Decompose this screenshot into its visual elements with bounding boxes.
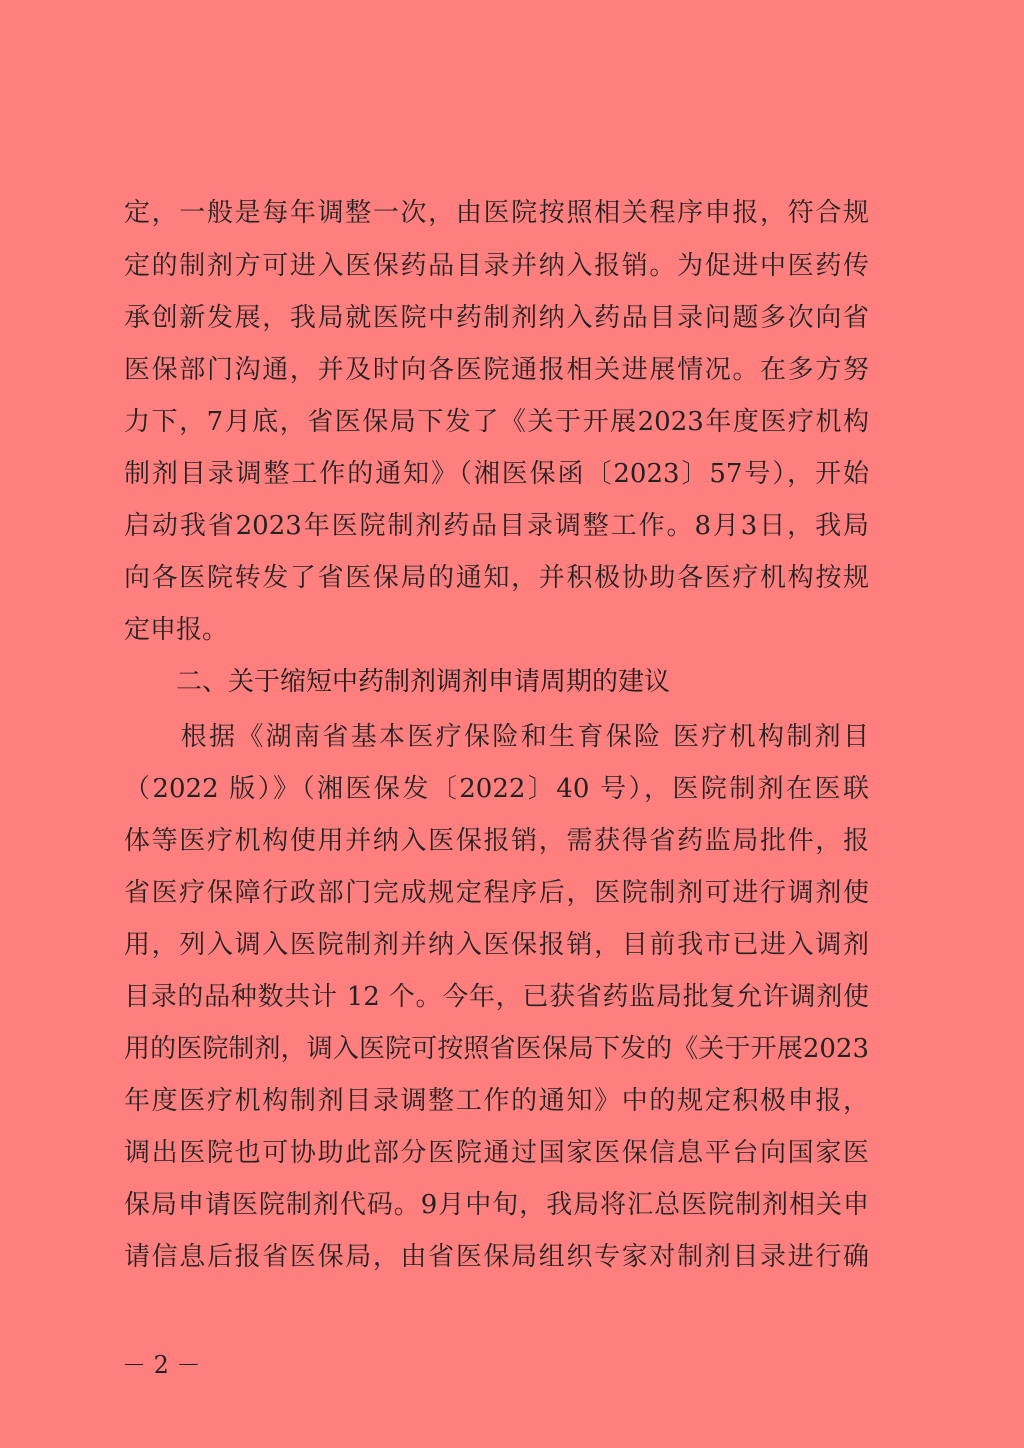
paragraph-line: 用，列入调入医院制剂并纳入医保报销，目前我市已进入调剂 — [124, 930, 869, 960]
paragraph-line: 定的制剂方可进入医保药品目录并纳入报销。为促进中医药传 — [124, 251, 869, 281]
page-number: － 2 － — [122, 1351, 201, 1379]
paragraph-line: 承创新发展，我局就医院中药制剂纳入药品目录问题多次向省 — [124, 303, 869, 333]
paragraph-line: 启动我省2023年医院制剂药品目录调整工作。8月3日，我局 — [124, 511, 869, 541]
paragraph-line: 定申报。 — [124, 615, 229, 645]
paragraph-line: 力下，7月底，省医保局下发了《关于开展2023年度医疗机构 — [124, 407, 869, 437]
paragraph-line: 请信息后报省医保局，由省医保局组织专家对制剂目录进行确 — [124, 1242, 869, 1272]
paragraph-line: 目录的品种数共计 12 个。今年，已获省药监局批复允许调剂使 — [124, 982, 869, 1012]
section-heading: 二、关于缩短中药制剂调剂申请周期的建议 — [176, 667, 671, 697]
paragraph-line: 制剂目录调整工作的通知》（湘医保函〔2023〕57号），开始 — [124, 459, 869, 489]
paragraph-line: 体等医疗机构使用并纳入医保报销，需获得省药监局批件，报 — [124, 826, 869, 856]
paragraph-line: 用的医院制剂，调入医院可按照省医保局下发的《关于开展2023 — [124, 1034, 869, 1064]
paragraph-line: 调出医院也可协助此部分医院通过国家医保信息平台向国家医 — [124, 1138, 869, 1168]
paragraph-line: （2022 版）》（湘医保发〔2022〕40 号），医院制剂在医联 — [124, 774, 869, 804]
paragraph-line: 向各医院转发了省医保局的通知，并积极协助各医疗机构按规 — [124, 563, 869, 593]
paragraph-line: 医保部门沟通，并及时向各医院通报相关进展情况。在多方努 — [124, 355, 869, 385]
paragraph-line: 保局申请医院制剂代码。9月中旬，我局将汇总医院制剂相关申 — [124, 1190, 869, 1220]
paragraph-line: 根据《湖南省基本医疗保险和生育保险 医疗机构制剂目 — [124, 722, 869, 752]
paragraph-line: 定，一般是每年调整一次，由医院按照相关程序申报，符合规 — [124, 198, 869, 228]
paragraph-line: 省医疗保障行政部门完成规定程序后，医院制剂可进行调剂使 — [124, 878, 869, 908]
paragraph-line: 年度医疗机构制剂目录调整工作的通知》中的规定积极申报， — [124, 1086, 869, 1116]
